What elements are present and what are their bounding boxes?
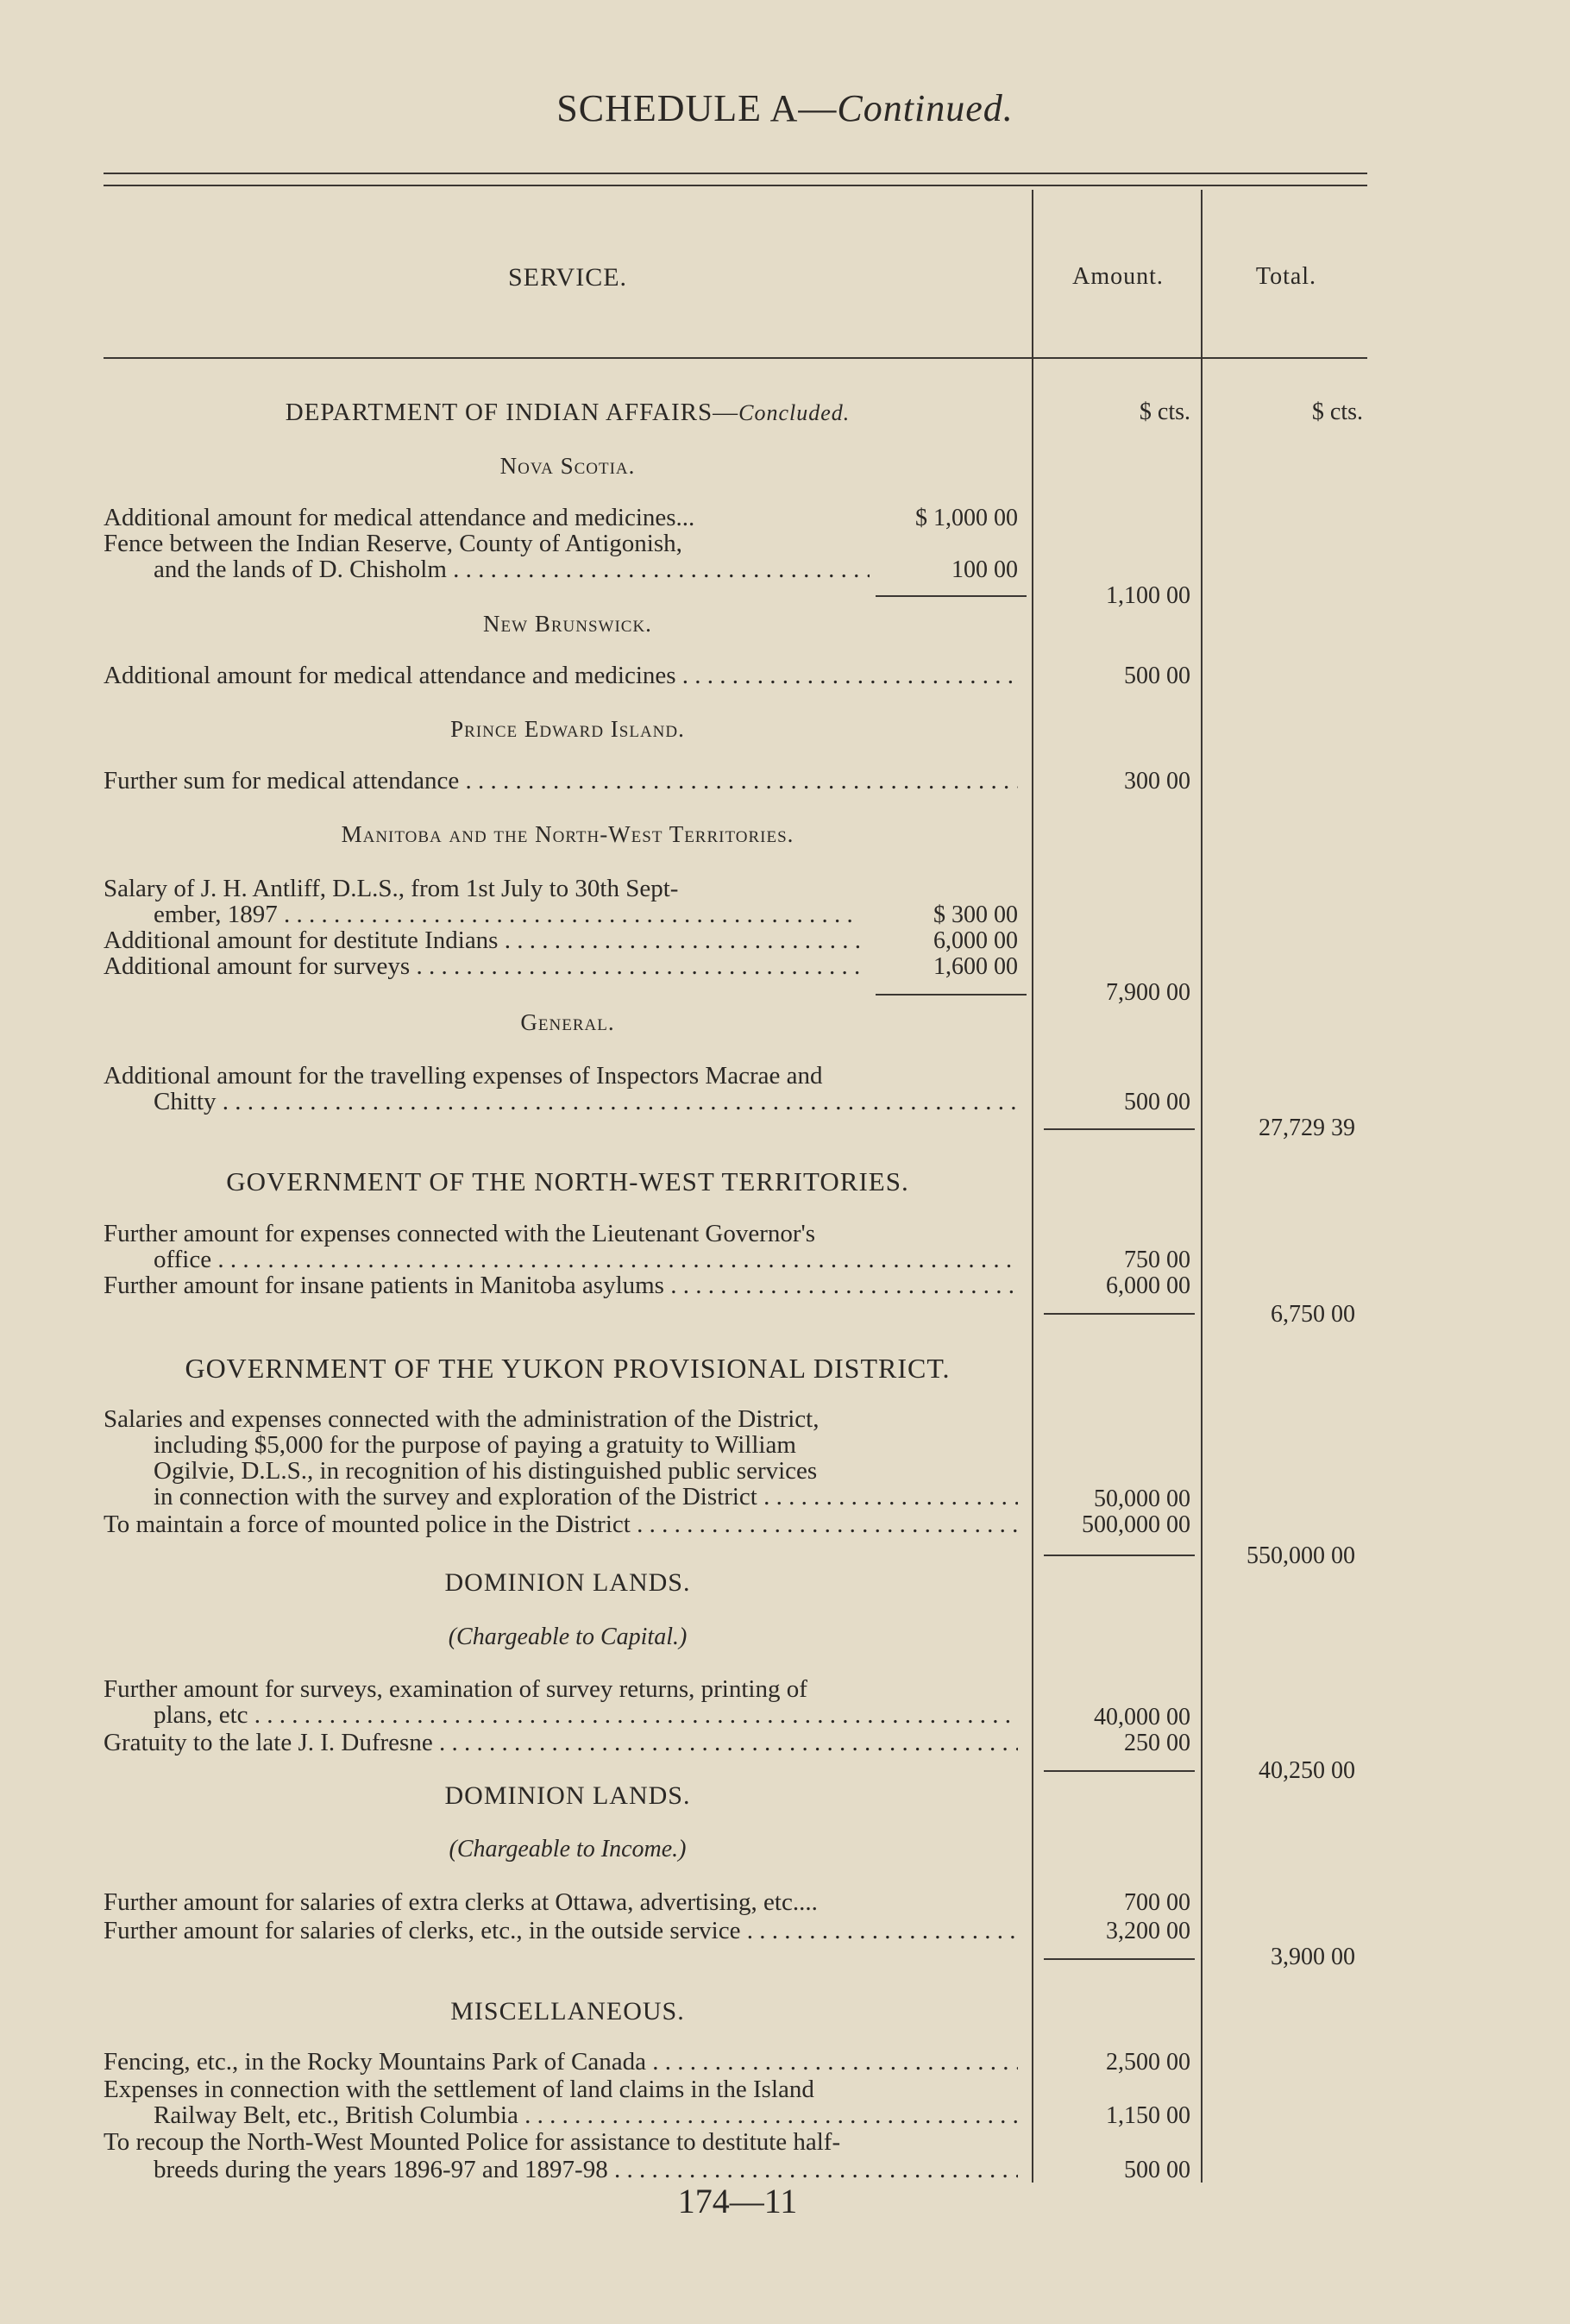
line-misc-recoup-a: To recoup the North-West Mounted Police for assistance to destitute half-	[104, 2128, 841, 2156]
line-mb-destitute: Additional amount for destitute Indians . . .	[104, 927, 863, 953]
line-nb-medical: Additional amount for medical attendance and medicines . . .	[104, 663, 1018, 688]
dominion-income-sub: (Chargeable to Income.)	[449, 1836, 687, 1862]
nwt-insane-amount: 6,000 00	[1106, 1272, 1190, 1299]
line-misc-land-b: Railway Belt, etc., British Columbia . . .	[154, 2102, 1018, 2128]
line-ns-fence-a: Fence between the Indian Reserve, County of Antigonish,	[104, 530, 682, 557]
title-main: SCHEDULE A—	[556, 87, 838, 129]
line-dc-surveys-b: plans, etc . . .	[154, 1702, 1018, 1728]
line-mb-salary-a: Salary of J. H. Antliff, D.L.S., from 1st July to 30th Sept-	[104, 875, 679, 902]
line-pei-medical: Further sum for medical attendance . . .	[104, 768, 1018, 794]
section-heading-yukon: GOVERNMENT OF THE YUKON PROVISIONAL DISTRICT.	[185, 1353, 951, 1384]
line-mb-surveys-amount: 1,600 00	[933, 953, 1018, 980]
line-yukon-d: in connection with the survey and exploration of the District . . .	[154, 1484, 1018, 1510]
header-total: Total.	[1255, 263, 1317, 290]
nwt-total-rule	[1044, 1313, 1195, 1315]
mb-subtotal-rule	[876, 994, 1027, 996]
subsection-new-brunswick: New Brunswick.	[483, 611, 652, 637]
nwt-total: 6,750 00	[1271, 1301, 1355, 1328]
section-heading-dominion-income: DOMINION LANDS.	[444, 1781, 691, 1810]
line-yukon-a: Salaries and expenses connected with the administration of the District,	[104, 1405, 820, 1433]
general-amount: 500 00	[1124, 1089, 1190, 1115]
misc-fencing-amount: 2,500 00	[1106, 2049, 1190, 2076]
line-ns-medical: Additional amount for medical attendance and medicines...	[104, 504, 695, 531]
nwt-lg-amount: 750 00	[1124, 1247, 1190, 1273]
dc-total-rule	[1044, 1770, 1195, 1772]
di-total: 3,900 00	[1271, 1944, 1355, 1970]
indian-affairs-total-rule	[1044, 1128, 1195, 1130]
line-mb-surveys: Additional amount for surveys . . .	[104, 953, 863, 979]
page-title	[0, 86, 1570, 130]
line-nwt-lg-b: office . . .	[154, 1247, 1018, 1272]
line-misc-fencing: Fencing, etc., in the Rocky Mountains Park of Canada . . .	[104, 2049, 1018, 2075]
section-heading-misc: MISCELLANEOUS.	[450, 1997, 685, 2026]
line-general-a: Additional amount for the travelling expenses of Inspectors Macrae and	[104, 1062, 823, 1090]
column-rule-amount-total	[1201, 190, 1203, 2183]
yukon-admin-amount: 50,000 00	[1094, 1485, 1190, 1512]
subsection-manitoba: Manitoba and the North-West Territories.	[341, 821, 794, 847]
line-di-extra-clerks: Further amount for salaries of extra clerks at Ottawa, advertising, etc....	[104, 1888, 818, 1916]
di-extra-clerks-amount: 700 00	[1124, 1889, 1190, 1916]
line-ns-fence-b: and the lands of D. Chisholm . . .	[154, 556, 870, 582]
header-service: SERVICE.	[507, 263, 628, 292]
line-nwt-insane: Further amount for insane patients in Manitoba asylums . . .	[104, 1272, 1018, 1298]
yukon-police-amount: 500,000 00	[1082, 1511, 1190, 1538]
yukon-total-rule	[1044, 1555, 1195, 1556]
line-yukon-c: Ogilvie, D.L.S., in recognition of his distinguished public services	[154, 1457, 818, 1485]
indian-affairs-total: 27,729 39	[1259, 1115, 1355, 1141]
amount-currency-label: $ cts.	[1139, 399, 1190, 425]
section-heading-nwt: GOVERNMENT OF THE NORTH-WEST TERRITORIES.	[226, 1166, 909, 1197]
misc-land-amount: 1,150 00	[1106, 2102, 1190, 2129]
title-italic: Continued.	[837, 87, 1014, 129]
line-mb-salary-b: ember, 1897 . . .	[154, 901, 852, 927]
yukon-total: 550,000 00	[1247, 1542, 1355, 1569]
ns-subtotal-rule	[876, 595, 1027, 597]
line-misc-land-a: Expenses in connection with the settlement of land claims in the Island	[104, 2076, 814, 2103]
di-outside-amount: 3,200 00	[1106, 1918, 1190, 1944]
nb-amount: 500 00	[1124, 663, 1190, 689]
top-rule-2	[104, 185, 1367, 186]
line-dc-gratuity: Gratuity to the late J. I. Dufresne . . .	[104, 1730, 1018, 1756]
page-footer: 174—11	[677, 2182, 798, 2220]
misc-recoup-amount: 500 00	[1124, 2157, 1190, 2183]
line-nwt-lg-a: Further amount for expenses connected with the Lieutenant Governor's	[104, 1220, 816, 1247]
subsection-pei: Prince Edward Island.	[450, 716, 685, 742]
line-yukon-b: including $5,000 for the purpose of paying a gratuity to William	[154, 1431, 796, 1459]
line-ns-medical-amount: $ 1,000 00	[915, 505, 1018, 531]
header-amount: Amount.	[1072, 263, 1164, 290]
mb-subtotal: 7,900 00	[1106, 979, 1190, 1006]
line-yukon-police: To maintain a force of mounted police in the District . . .	[104, 1511, 1018, 1537]
line-ns-fence-amount: 100 00	[951, 556, 1018, 583]
dc-total: 40,250 00	[1259, 1757, 1355, 1784]
line-mb-destitute-amount: 6,000 00	[933, 927, 1018, 954]
section-heading-dominion-capital: DOMINION LANDS.	[444, 1568, 691, 1597]
ns-subtotal: 1,100 00	[1106, 582, 1190, 609]
line-misc-recoup-b: breeds during the years 1896-97 and 1897-98 . . .	[154, 2157, 1018, 2183]
line-dc-surveys-a: Further amount for surveys, examination of survey returns, printing of	[104, 1675, 807, 1703]
section-heading-indian-affairs: DEPARTMENT OF INDIAN AFFAIRS—Concluded.	[285, 399, 851, 426]
dc-gratuity-amount: 250 00	[1124, 1730, 1190, 1756]
header-rule	[104, 357, 1367, 359]
line-di-outside: Further amount for salaries of clerks, etc., in the outside service . . .	[104, 1918, 1018, 1944]
subsection-nova-scotia: Nova Scotia.	[499, 453, 636, 479]
dc-surveys-amount: 40,000 00	[1094, 1704, 1190, 1730]
subsection-general: General.	[520, 1009, 615, 1035]
column-rule-service-amount	[1032, 190, 1033, 2183]
line-mb-salary-amount: $ 300 00	[933, 901, 1018, 928]
dominion-capital-sub: (Chargeable to Capital.)	[448, 1624, 688, 1650]
total-currency-label: $ cts.	[1311, 399, 1363, 425]
di-total-rule	[1044, 1958, 1195, 1960]
top-rule-1	[104, 173, 1367, 174]
line-general-b: Chitty . . .	[154, 1089, 1018, 1115]
pei-amount: 300 00	[1124, 768, 1190, 795]
